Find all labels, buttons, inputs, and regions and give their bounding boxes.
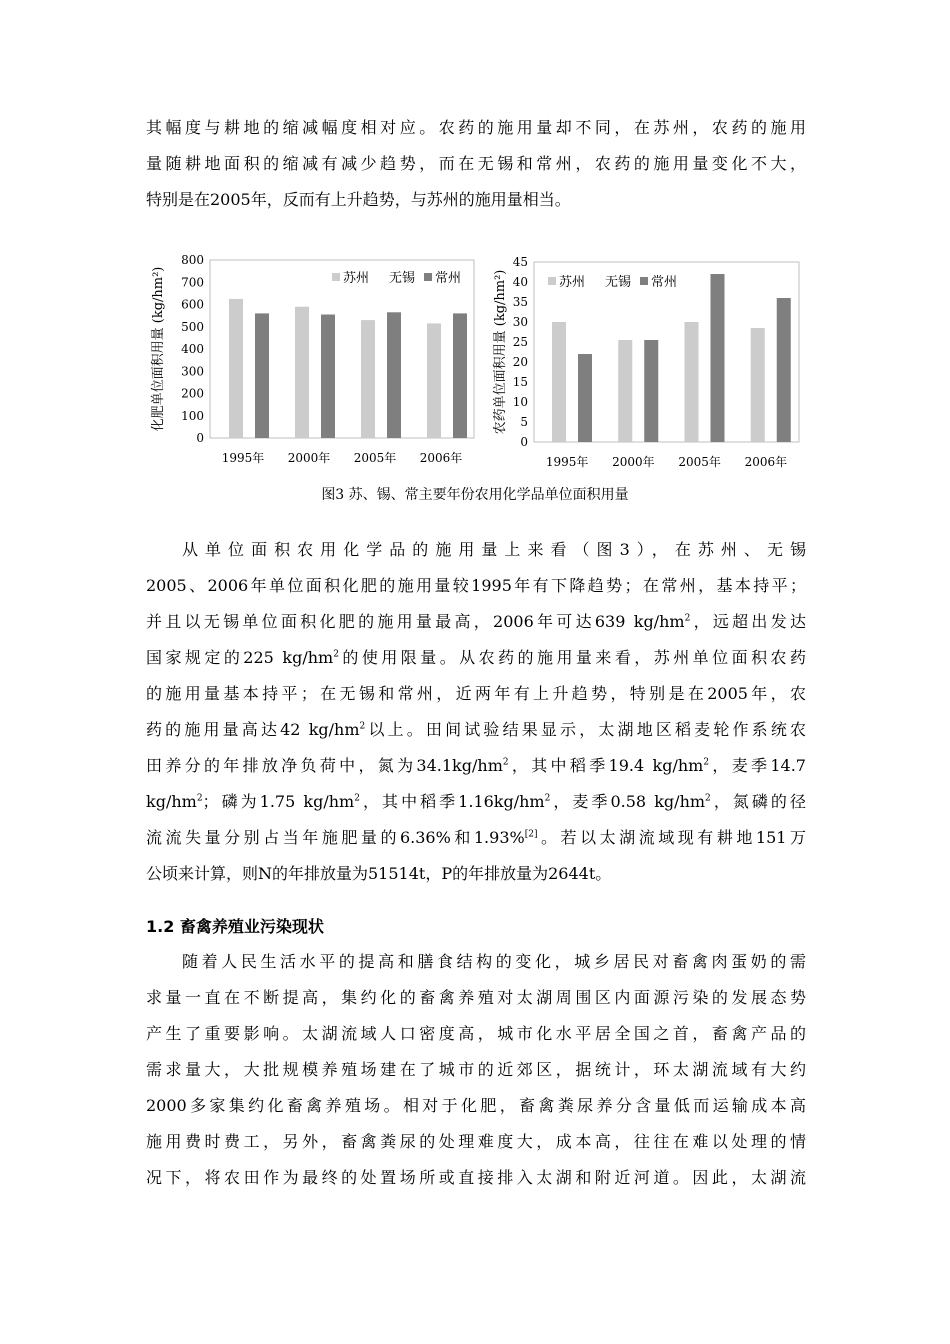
text-line <box>146 820 806 856</box>
text-line: 况下，将农田作为最终的处置场所或直接排入太湖和附近河道。因此，太湖流 <box>146 1168 806 1187</box>
text-segment: ，远超出发达 <box>690 612 806 631</box>
y-axis-label: 化肥单位面积用量 (kg/hm²) <box>151 266 166 432</box>
y-tick-label: 45 <box>512 255 528 269</box>
legend-label: 常州 <box>435 271 462 286</box>
y-tick-label: 0 <box>196 431 204 445</box>
y-tick-label: 600 <box>181 297 204 312</box>
text-segment: ，其中稻季1.16kg/hm <box>359 792 545 811</box>
text-line <box>146 748 806 784</box>
legend-label: 苏州 <box>343 271 370 286</box>
text-segment: ，其中稻季19.4 kg/hm <box>508 756 704 775</box>
bar-3-2 <box>321 315 335 438</box>
text-line <box>146 784 806 820</box>
intro-paragraph <box>146 110 806 218</box>
x-tick-label: 2005年 <box>353 451 397 465</box>
analysis-paragraph <box>146 532 806 892</box>
x-tick-label: 2006年 <box>419 451 463 465</box>
y-tick-label: 5 <box>520 415 528 429</box>
bar-3-3 <box>387 312 401 438</box>
x-tick-label: 2005年 <box>678 455 721 469</box>
text-segment: 以上。田间试验结果显示，太湖地区稻麦轮作系统农 <box>365 720 806 739</box>
bar-3-4 <box>777 298 791 442</box>
bar-1-4 <box>427 323 441 438</box>
citation-reference: [2] <box>524 829 538 840</box>
x-tick-label: 2000年 <box>612 455 655 469</box>
x-tick-label: 1995年 <box>221 451 265 465</box>
text-segment: 药的施用量高达42 kg/hm <box>146 720 360 739</box>
superscript: 2 <box>703 757 710 768</box>
superscript: 2 <box>359 721 366 732</box>
bar-1-1 <box>552 322 566 442</box>
legend-swatch <box>640 277 648 285</box>
text-line: 量随耕地面积的缩减有减少趋势，而在无锡和常州，农药的施用量变化不大， <box>146 154 806 173</box>
bar-3-1 <box>578 354 592 442</box>
legend-label: 无锡 <box>389 271 416 286</box>
bar-1-1 <box>229 299 243 438</box>
text-segment: 田养分的年排放净负荷中，氮为34.1kg/hm <box>146 756 503 775</box>
text-segment: ，麦季0.58 kg/hm <box>550 792 706 811</box>
text-line: 公顷来计算，则N的年排放量为51514t，P的年排放量为2644t。 <box>146 864 612 883</box>
y-tick-label: 700 <box>181 275 204 290</box>
text-segment: kg/hm <box>146 792 197 811</box>
text-line: 2005、2006年单位面积化肥的施用量较1995年有下降趋势；在常州，基本持平； <box>146 576 806 595</box>
bar-1-3 <box>685 322 699 442</box>
text-line: 随着人民生活水平的提高和膳食结构的变化，城乡居民对畜禽肉蛋奶的需 <box>182 952 806 971</box>
text-line: 产生了重要影响。太湖流域人口密度高，城市化水平居全国之首，畜禽产品的 <box>146 1024 806 1043</box>
fertilizer-chart <box>148 248 478 476</box>
y-tick-label: 35 <box>512 295 528 309</box>
legend-label: 苏州 <box>559 275 586 290</box>
text-line: 求量一直在不断提高，集约化的畜禽养殖对太湖周围区内面源污染的发展态势 <box>146 988 806 1007</box>
superscript: 2 <box>502 757 509 768</box>
bar-3-1 <box>255 313 269 438</box>
text-line <box>146 712 806 748</box>
bar-1-2 <box>618 340 632 442</box>
bar-1-3 <box>361 320 375 438</box>
text-line: 的施用量基本持平；在无锡和常州，近两年有上升趋势，特别是在2005年，农 <box>146 684 806 703</box>
section-heading: 1.2 畜禽养殖业污染现状 <box>146 917 324 936</box>
text-segment: 并且以无锡单位面积化肥的施用量最高，2006年可达639 kg/hm <box>146 612 685 631</box>
legend-label: 常州 <box>651 275 678 290</box>
text-line: 从单位面积农用化学品的施用量上来看（图3），在苏州、无锡 <box>182 540 806 559</box>
bar-3-4 <box>453 313 467 438</box>
y-tick-label: 40 <box>512 275 528 289</box>
text-segment: 。若以太湖流域现有耕地151万 <box>537 828 806 847</box>
y-axis-label: 农药单位面积用量 (kg/hm²) <box>493 269 508 435</box>
legend-swatch <box>332 273 340 281</box>
y-tick-label: 200 <box>181 386 204 401</box>
text-line <box>146 604 806 640</box>
text-segment: 国家规定的225 kg/hm <box>146 648 334 667</box>
text-line: 2000多家集约化畜禽养殖场。相对于化肥，畜禽粪尿养分含量低而运输成本高 <box>146 1096 806 1115</box>
text-line: 施用费时费工，另外，畜禽粪尿的处理难度大，成本高，往往在难以处理的情 <box>146 1132 806 1151</box>
text-line: 其幅度与耕地的缩减幅度相对应。农药的施用量却不同，在苏州，农药的施用 <box>146 118 806 137</box>
bar-1-2 <box>295 307 309 438</box>
text-segment: ，麦季14.7 <box>709 756 806 775</box>
bar-1-4 <box>751 328 765 442</box>
superscript: 2 <box>333 649 339 660</box>
legend-label: 无锡 <box>605 275 632 290</box>
superscript: 2 <box>684 613 691 624</box>
superscript: 2 <box>196 793 203 804</box>
y-tick-label: 20 <box>512 355 528 369</box>
text-segment: 的使用限量。从农药的施用量来看，苏州单位面积农药 <box>338 648 806 667</box>
y-tick-label: 10 <box>512 395 528 409</box>
text-line: 特别是在2005年，反而有上升趋势，与苏州的施用量相当。 <box>146 190 571 209</box>
superscript: 2 <box>544 793 551 804</box>
livestock-paragraph <box>146 944 806 1196</box>
y-tick-label: 300 <box>181 364 204 379</box>
superscript: 2 <box>354 793 360 804</box>
text-segment: 流流失量分别占当年施肥量的6.36%和1.93% <box>146 828 525 847</box>
y-tick-label: 0 <box>520 435 528 449</box>
y-tick-label: 15 <box>512 375 528 389</box>
text-line <box>146 640 806 676</box>
y-tick-label: 500 <box>181 319 204 334</box>
pesticide-chart <box>490 248 805 476</box>
legend-swatch <box>548 277 556 285</box>
text-line: 需求量大，大批规模养殖场建在了城市的近郊区，据统计，环太湖流域有大约 <box>146 1060 806 1079</box>
text-segment: ；磷为1.75 kg/hm <box>202 792 355 811</box>
y-tick-label: 400 <box>181 342 204 356</box>
x-tick-label: 2006年 <box>744 455 788 469</box>
y-tick-label: 25 <box>512 335 528 349</box>
y-tick-label: 800 <box>181 253 204 267</box>
y-tick-label: 30 <box>512 315 528 329</box>
y-tick-label: 100 <box>181 408 204 423</box>
bar-3-3 <box>711 274 725 442</box>
legend-swatch <box>424 273 432 281</box>
x-tick-label: 1995年 <box>545 455 589 469</box>
bar-3-2 <box>644 340 658 442</box>
superscript: 2 <box>705 793 711 804</box>
text-segment: ，氮磷的径 <box>710 792 806 811</box>
figure-caption: 图3 苏、锡、常主要年份农用化学品单位面积用量 <box>321 487 629 503</box>
x-tick-label: 2000年 <box>287 451 331 465</box>
